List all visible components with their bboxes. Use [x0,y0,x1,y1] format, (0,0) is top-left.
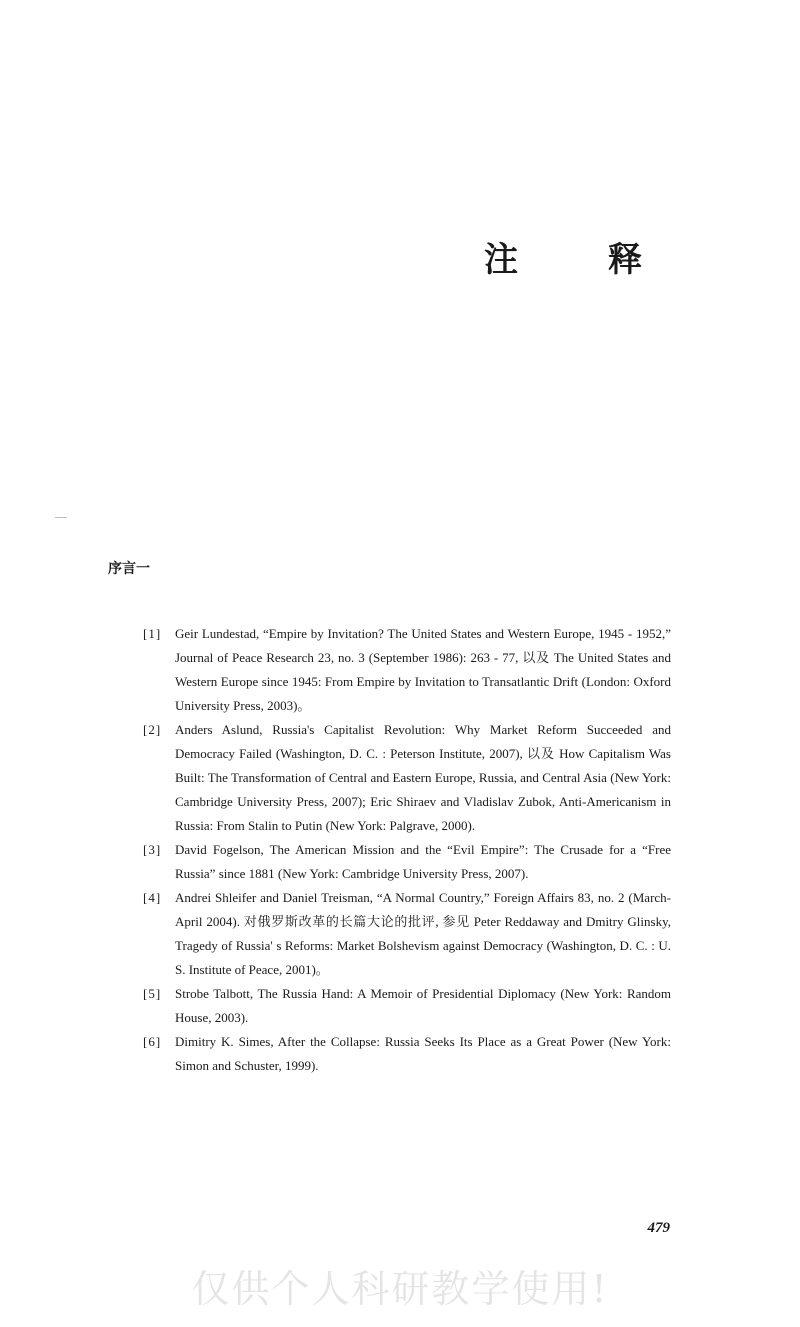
notes-list [143,622,671,1078]
page-number: 479 [647,1220,670,1236]
note-text: Geir Lundestad, “Empire by Invitation? The United States and Western Europe, 1945 - 1952,” Journal of Peace Research 23, no. 3 (September 1986): 263 - 77, 以及 The United States and Western Europe since 1945: From Empire by Invitation to Transatlantic Drift (London: Oxford University Press, 2003)。 [175,626,671,713]
note-number: [6] [143,1034,162,1049]
note-item [143,622,671,718]
section-heading: 序言一 [108,561,150,577]
note-item [143,982,671,1030]
note-text: Dimitry K. Simes, After the Collapse: Russia Seeks Its Place as a Great Power (New York: Simon and Schuster, 1999). [175,1034,671,1073]
note-text: Andrei Shleifer and Daniel Treisman, “A Normal Country,” Foreign Affairs 83, no. 2 (March-April 2004). 对俄罗斯改革的长篇大论的批评, 参见 Peter Reddaway and Dmitry Glinsky, Tragedy of Russia' s Reforms: Market Bolshevism against Democracy (Washington, D. C. : U. S. Institute of Peace, 2001)。 [175,890,671,977]
scan-artifact [55,517,67,518]
note-text: Anders Aslund, Russia's Capitalist Revolution: Why Market Reform Succeeded and Democracy Failed (Washington, D. C. : Peterson Institute, 2007), 以及 How Capitalism Was Built: The Transformation of Central and Eastern Europe, Russia, and Central Asia (New York: Cambridge University Press, 2007); Eric Shiraev and Vladislav Zubok, Anti-Americanism in Russia: From Stalin to Putin (New York: Palgrave, 2000). [175,722,671,833]
note-item [143,1030,671,1078]
note-text: David Fogelson, The American Mission and the “Evil Empire”: The Crusade for a “Free Russia” since 1881 (New York: Cambridge University Press, 2007). [175,842,671,881]
note-number: [5] [143,986,162,1001]
note-text: Strobe Talbott, The Russia Hand: A Memoir of Presidential Diplomacy (New York: Random House, 2003). [175,986,671,1025]
note-number: [1] [143,626,162,641]
note-number: [4] [143,890,162,905]
watermark: 仅供个人科研教学使用! [191,1267,609,1311]
note-item [143,838,671,886]
note-item [143,718,671,838]
note-number: [3] [143,842,162,857]
note-item [143,886,671,982]
chapter-title: 注 释 [484,240,670,280]
note-number: [2] [143,722,162,737]
